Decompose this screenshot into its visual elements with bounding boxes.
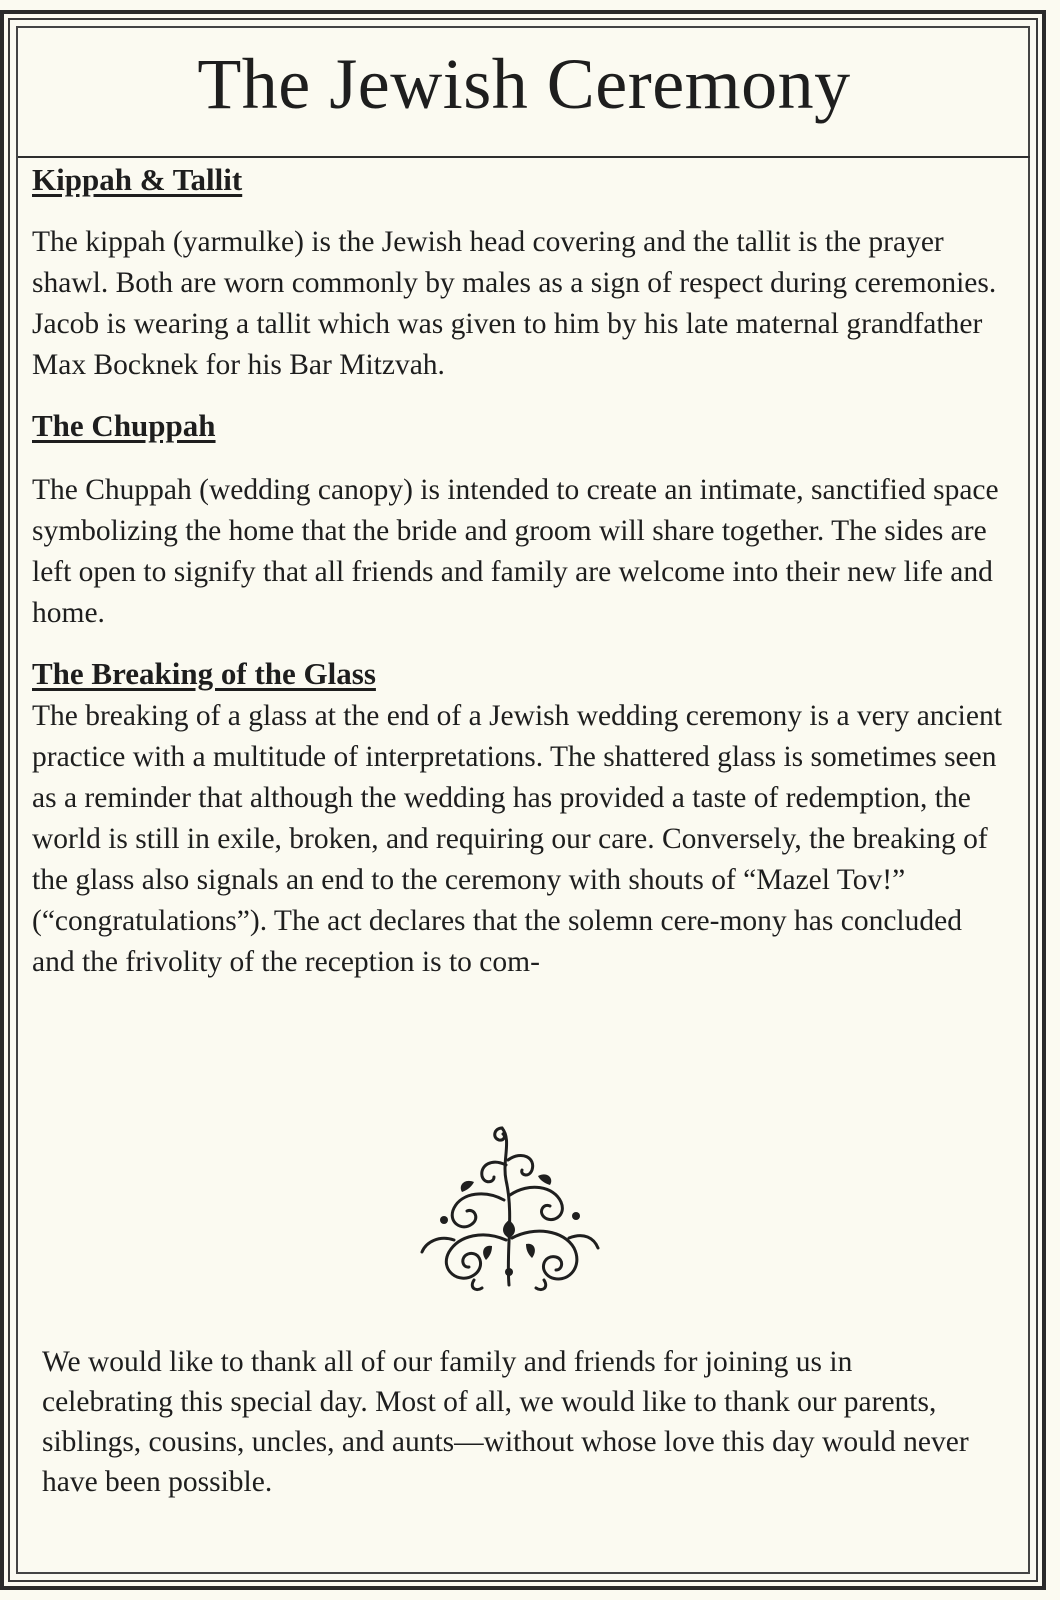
page-title: The Jewish Ceremony	[197, 44, 851, 124]
section-heading-breaking-glass: The Breaking of the Glass	[32, 656, 376, 691]
section-body-kippah-tallit: The kippah (yarmulke) is the Jewish head covering and the tallit is the prayer shawl. Both are worn commonly by males as a sign of respect during ceremonies. Jacob is wearing a tallit which was given to him by his late maternal grandfather Max Bocknek for his Bar Mitzvah.	[32, 226, 997, 381]
section-body-breaking-glass: The breaking of a glass at the end of a Jewish wedding ceremony is a very ancient practice with a multitude of interpretations. The shattered glass is sometimes seen as a reminder that although the wedding has provided a taste of redemption, the world is still in exile, broken, and requiring our care. Conversely, the breaking of the glass also signals an end to the ceremony with shouts of “Mazel Tov!” (“congratulations”). The act declares that the solemn cere-mony has concluded and the frivolity of the reception is to com-	[32, 700, 1002, 978]
ceremony-sections	[32, 158, 1010, 983]
section-heading-kippah-tallit: Kippah & Tallit	[32, 162, 243, 197]
flourish-ornament-icon	[414, 1120, 604, 1295]
thank-you-note: We would like to thank all of our family and friends for joining us in celebrating this special day. Most of all, we would like to thank our parents, siblings, cousins, uncles, and aunts—without whose love this day would never have been possible.	[42, 1346, 969, 1498]
section-heading-chuppah: The Chuppah	[32, 408, 216, 443]
section-body-chuppah: The Chuppah (wedding canopy) is intended to create an intimate, sanctified space symbolizing the home that the bride and groom will share together. The sides are left open to signify that all friends and family are welcome into their new life and home.	[32, 474, 999, 629]
